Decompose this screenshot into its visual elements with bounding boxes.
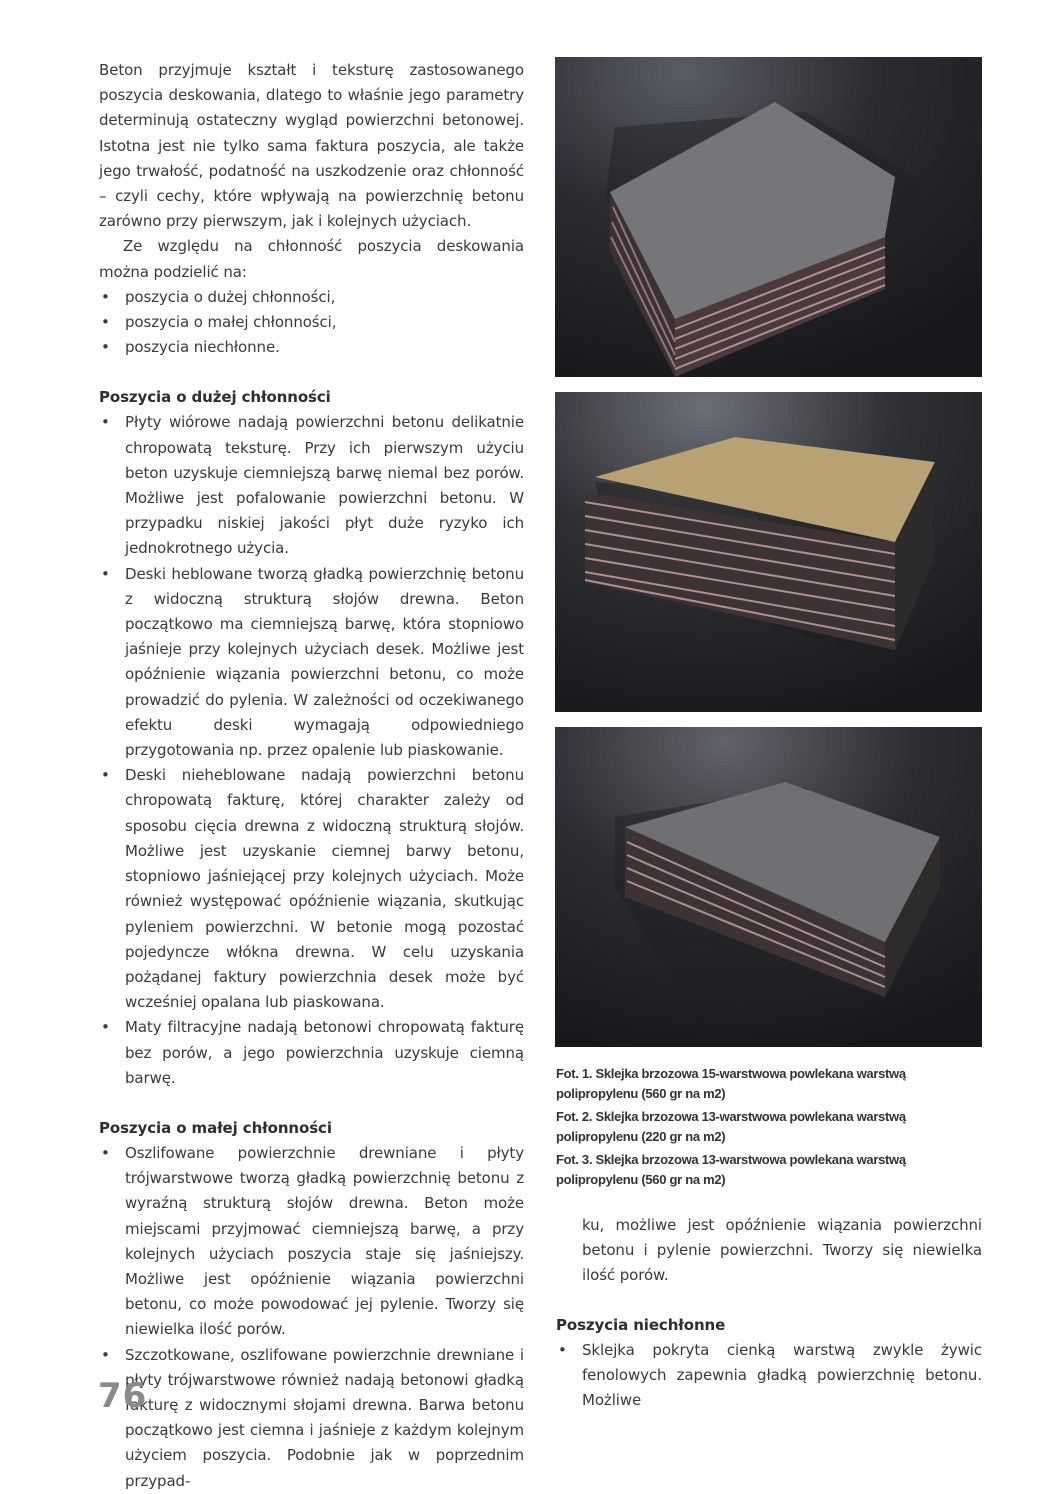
list-item: • Deski heblowane tworzą gładką powierzchnię betonu z widoczną strukturą słojów drewna. Beton początkowo ma ciemniejszą barwę, która stopniowo jaśnieje przy kolejnych użyciach desek. Możliwe jest opóźnienie wiązania powierzchni betonu, co może prowadzić do pylenia. W zależności od oczekiwanego efektu deski wymagają odpowiedniego przygotowania np. przez opalenie lub piaskowanie. [99,562,524,764]
photo-2 [555,392,982,712]
list-item: • poszycia o małej chłonności, [99,310,524,335]
low-absorb-list [99,1141,524,1494]
list-item: • Deski nieheblowane nadają powierzchni betonu chropowatą fakturę, której charakter zależy od sposobu cięcia drewna z widoczną strukturą słojów. Możliwe jest uzyskanie ciemnej barwy betonu, stopniowo jaśniejącej przy kolejnych użyciach. Może również występować opóźnienie wiązania, skutkując pyleniem powierzchni. W betonie mogą pozostać pojedyncze włókna drewna. W celu uzyskania pożądanej faktury powierzchnia desek może być wcześniej opalana lub piaskowana. [99,763,524,1015]
section-heading-high-absorb: Poszycia o dużej chłonności [99,388,331,407]
division-list [99,285,524,361]
page-number: 76 [98,1376,148,1416]
continuation-paragraph: ku, możliwe jest opóźnienie wiązania powierzchni betonu i pylenie powierzchni. Tworzy się niewielka ilość porów. [582,1216,982,1285]
right-column-text [556,1213,982,1413]
list-item: • Oszlifowane powierzchnie drewniane i płyty trójwarstwowe tworzą gładką powierzchnię betonu z wyraźną strukturą słojów drewna. Beton może miejscami przyjmować ciemniejszą barwę, a przy kolejnych użyciach poszycia staje się jaśniejszy. Możliwe jest opóźnienie wiązania powierzchni betonu, co może powodować jej pylenie. Tworzy się niewielka ilość porów. [99,1141,524,1343]
photo-1 [555,57,982,377]
non-absorb-list [556,1338,982,1414]
photo-captions [556,1064,984,1193]
list-item: • poszycia niechłonne. [99,335,524,360]
caption: Fot. 2. Sklejka brzozowa 13-warstwowa powlekana warstwą polipropylenu (220 gr na m2) [556,1109,906,1144]
list-item: • Sklejka pokryta cienką warstwą zwykle żywic fenolowych zapewnia gładką powierzchnię betonu. Możliwe [556,1338,982,1414]
caption: Fot. 1. Sklejka brzozowa 15-warstwowa powlekana warstwą polipropylenu (560 gr na m2) [556,1066,906,1101]
list-item: • Maty filtracyjne nadają betonowi chropowatą fakturę bez porów, a jego powierzchnia uzyskuje ciemną barwę. [99,1015,524,1091]
caption: Fot. 3. Sklejka brzozowa 13-warstwowa powlekana warstwą polipropylenu (560 gr na m2) [556,1152,906,1187]
intro-paragraph: Beton przyjmuje kształt i teksturę zastosowanego poszycia deskowania, dlatego to właśnie jego parametry determinują ostateczny wygląd powierzchni betonowej. Istotna jest nie tylko sama faktura poszycia, ale także jego trwałość, podatność na uszkodzenie oraz chłonność – czyli cechy, które wpływają na powierzchnię betonu zarówno przy pierwszym, jak i kolejnych użyciach. [99,61,524,231]
section-heading-non-absorb: Poszycia niechłonne [556,1315,726,1334]
division-intro: Ze względu na chłonność poszycia deskowania można podzielić na: [99,237,524,281]
left-column [99,58,524,1494]
list-item: • Szczotkowane, oszlifowane powierzchnie drewniane i płyty trójwarstwowe również nadają betonowi gładką fakturę z widocznymi słojami drewna. Barwa betonu początkowo jest ciemna i jaśnieje z każdym kolejnym użyciem poszycia. Podobnie jak w poprzednim przypad- [99,1343,524,1494]
high-absorb-list [99,410,524,1090]
section-heading-low-absorb: Poszycia o małej chłonności [99,1118,332,1137]
list-item: • Płyty wiórowe nadają powierzchni betonu delikatnie chropowatą teksturę. Przy ich pierwszym użyciu beton uzyskuje ciemniejszą barwę niemal bez porów. Możliwe jest pofalowanie powierzchni betonu. W przypadku niskiej jakości płyt duże ryzyko ich jednokrotnego użycia. [99,410,524,561]
list-item: • poszycia o dużej chłonności, [99,285,524,310]
photo-3 [555,727,982,1047]
